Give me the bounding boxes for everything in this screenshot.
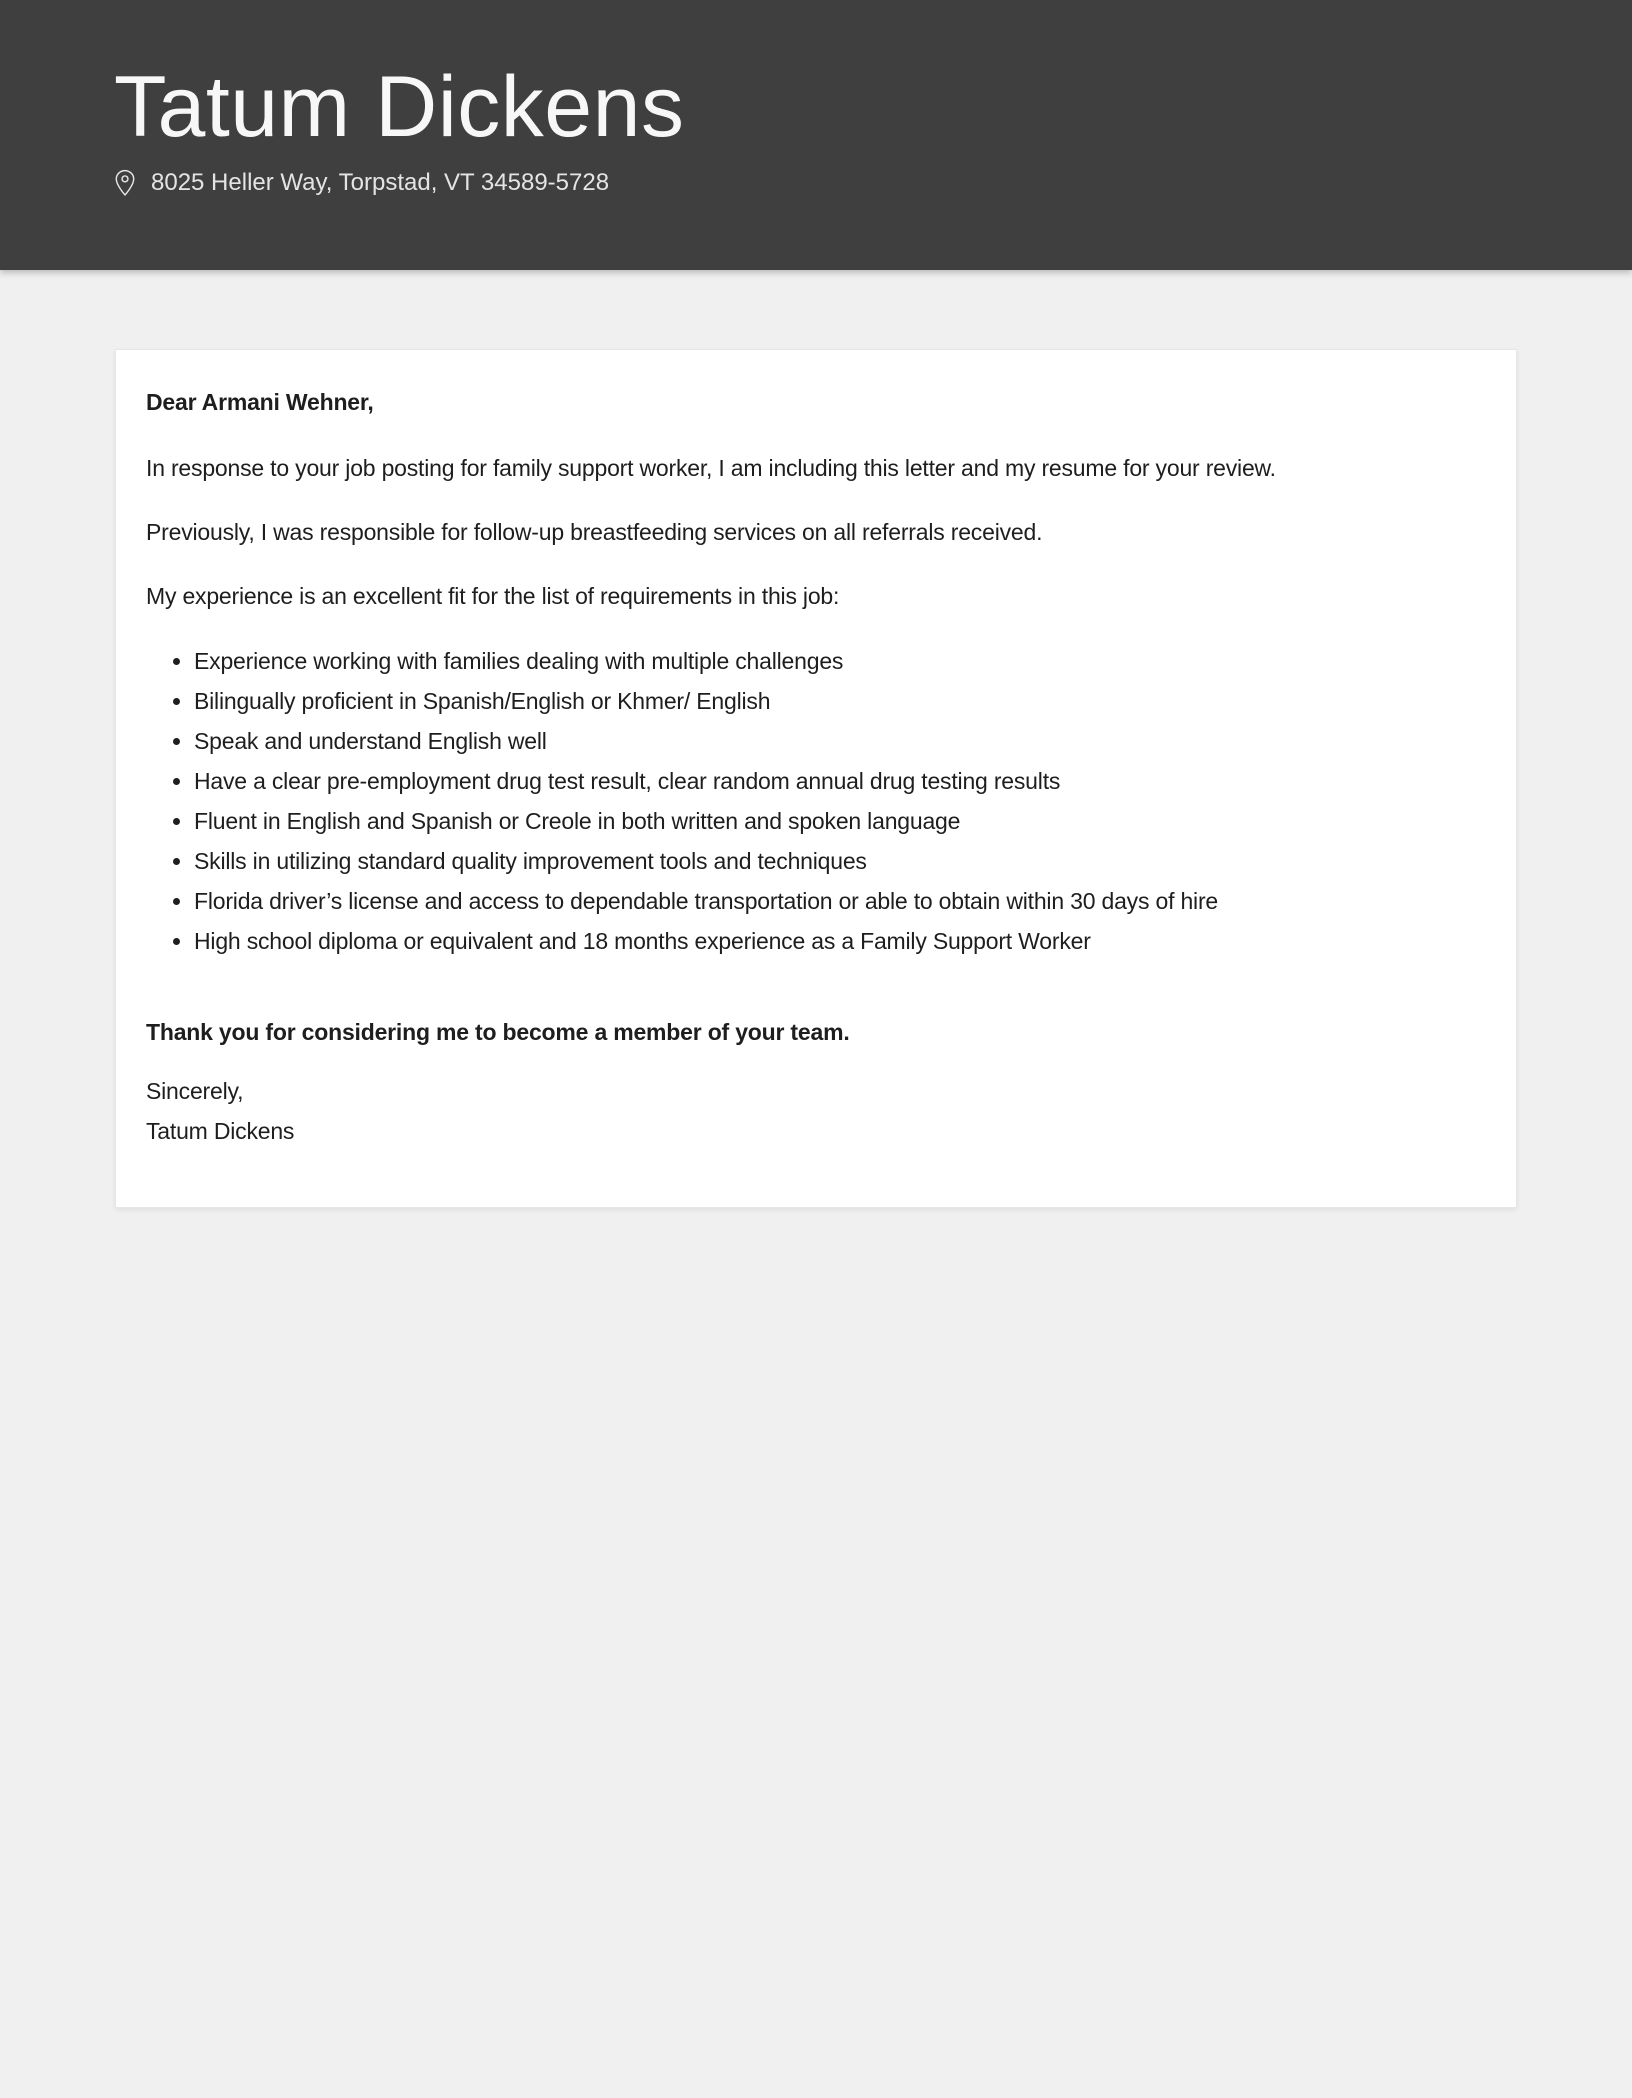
page-title: Tatum Dickens <box>114 59 685 155</box>
address-row <box>114 169 1632 197</box>
address-text: 8025 Heller Way, Torpstad, VT 34589-5728 <box>151 169 610 196</box>
letter-card <box>115 349 1517 1208</box>
requirement-item: • Speak and understand English well <box>194 721 1486 761</box>
letter-paragraph: Previously, I was responsible for follow-up breastfeeding services on all referrals received. <box>146 519 1043 545</box>
requirement-item: • Experience working with families dealing with multiple challenges <box>194 641 1486 681</box>
letter-greeting: Dear Armani Wehner, <box>146 389 374 415</box>
letter-closing: Thank you for considering me to become a member of your team. <box>146 1019 850 1045</box>
requirement-item: • Florida driver’s license and access to dependable transportation or able to obtain within 30 days of hire <box>194 881 1486 921</box>
signoff-text: Sincerely, <box>146 1078 244 1104</box>
signature-name: Tatum Dickens <box>146 1118 295 1144</box>
letter-paragraph: In response to your job posting for family support worker, I am including this letter and my resume for your review. <box>146 455 1276 481</box>
requirement-item: • Bilingually proficient in Spanish/English or Khmer/ English <box>194 681 1486 721</box>
requirement-item: • Fluent in English and Spanish or Creole in both written and spoken language <box>194 801 1486 841</box>
requirement-item: • High school diploma or equivalent and 18 months experience as a Family Support Worker <box>194 921 1486 961</box>
requirement-item: • Have a clear pre-employment drug test result, clear random annual drug testing results <box>194 761 1486 801</box>
signature-block <box>146 1071 1486 1151</box>
requirement-item: • Skills in utilizing standard quality improvement tools and techniques <box>194 841 1486 881</box>
letter-paragraph: My experience is an excellent fit for the list of requirements in this job: <box>146 583 840 609</box>
header-banner <box>0 0 1632 270</box>
location-pin-icon <box>114 169 136 197</box>
requirements-list <box>146 641 1486 961</box>
